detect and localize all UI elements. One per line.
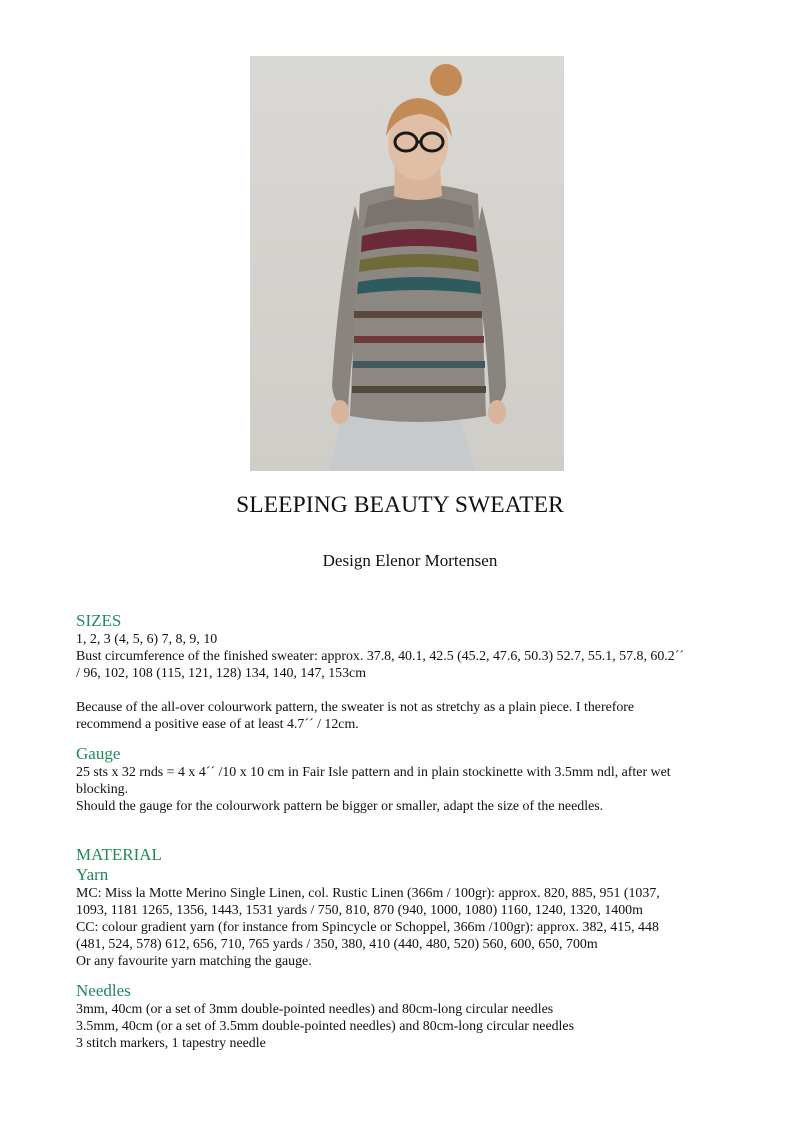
needles-line-3: 3 stitch markers, 1 tapestry needle	[76, 1036, 266, 1051]
bust-line-1: Bust circumference of the finished sweater: approx. 37.8, 40.1, 42.5 (45.2, 47.6, 50.3) 52.7, 55.1, 57.8, 60.2´´	[76, 649, 684, 664]
bust-line-2: / 96, 102, 108 (115, 121, 128) 134, 140, 147, 153cm	[76, 666, 367, 681]
sweater-photo-illustration	[250, 56, 564, 471]
gauge-line-2: blocking.	[76, 782, 129, 797]
ease-line-2: recommend a positive ease of at least 4.7´´ / 12cm.	[76, 717, 359, 732]
material-heading: MATERIAL	[76, 845, 162, 864]
hair-bun	[430, 64, 462, 96]
needles-line-2: 3.5mm, 40cm (or a set of 3.5mm double-pointed needles) and 80cm-long circular needles	[76, 1019, 574, 1034]
alt-yarn-line: Or any favourite yarn matching the gauge.	[76, 954, 312, 969]
gauge-heading: Gauge	[76, 744, 121, 763]
mc-line-1: MC: Miss la Motte Merino Single Linen, col. Rustic Linen (366m / 100gr): approx. 820, 885, 951 (1037,	[76, 886, 660, 901]
pattern-details	[76, 611, 716, 1052]
gauge-line-1: 25 sts x 32 rnds = 4 x 4´´ /10 x 10 cm in Fair Isle pattern and in plain stockinette with 3.5mm ndl, after wet	[76, 765, 671, 780]
needles-line-1: 3mm, 40cm (or a set of 3mm double-pointed needles) and 80cm-long circular needles	[76, 1002, 554, 1017]
left-hand	[331, 400, 349, 424]
sweater-photo	[250, 56, 564, 471]
ease-line-1: Because of the all-over colourwork pattern, the sweater is not as stretchy as a plain piece. I therefore	[76, 700, 635, 715]
designer-credit: Design Elenor Mortensen	[322, 551, 498, 570]
right-hand	[488, 400, 506, 424]
gauge-line-3: Should the gauge for the colourwork pattern be bigger or smaller, adapt the size of the needles.	[76, 799, 604, 814]
cc-line-1: CC: colour gradient yarn (for instance from Spincycle or Schoppel, 366m /100gr): approx. 382, 415, 448	[76, 920, 659, 935]
cc-line-2: (481, 524, 578) 612, 656, 710, 765 yards / 350, 380, 410 (440, 480, 520) 560, 600, 650, 700m	[76, 937, 598, 952]
needles-heading: Needles	[76, 981, 131, 1000]
sizes-heading: SIZES	[76, 611, 122, 630]
yarn-heading: Yarn	[76, 865, 109, 884]
mc-line-2: 1093, 1181 1265, 1356, 1443, 1531 yards / 750, 810, 870 (940, 1000, 1080) 1160, 1240, 1320, 1400m	[76, 903, 643, 918]
page-title: SLEEPING BEAUTY SWEATER	[236, 492, 564, 518]
sizes-line: 1, 2, 3 (4, 5, 6) 7, 8, 9, 10	[76, 632, 218, 647]
